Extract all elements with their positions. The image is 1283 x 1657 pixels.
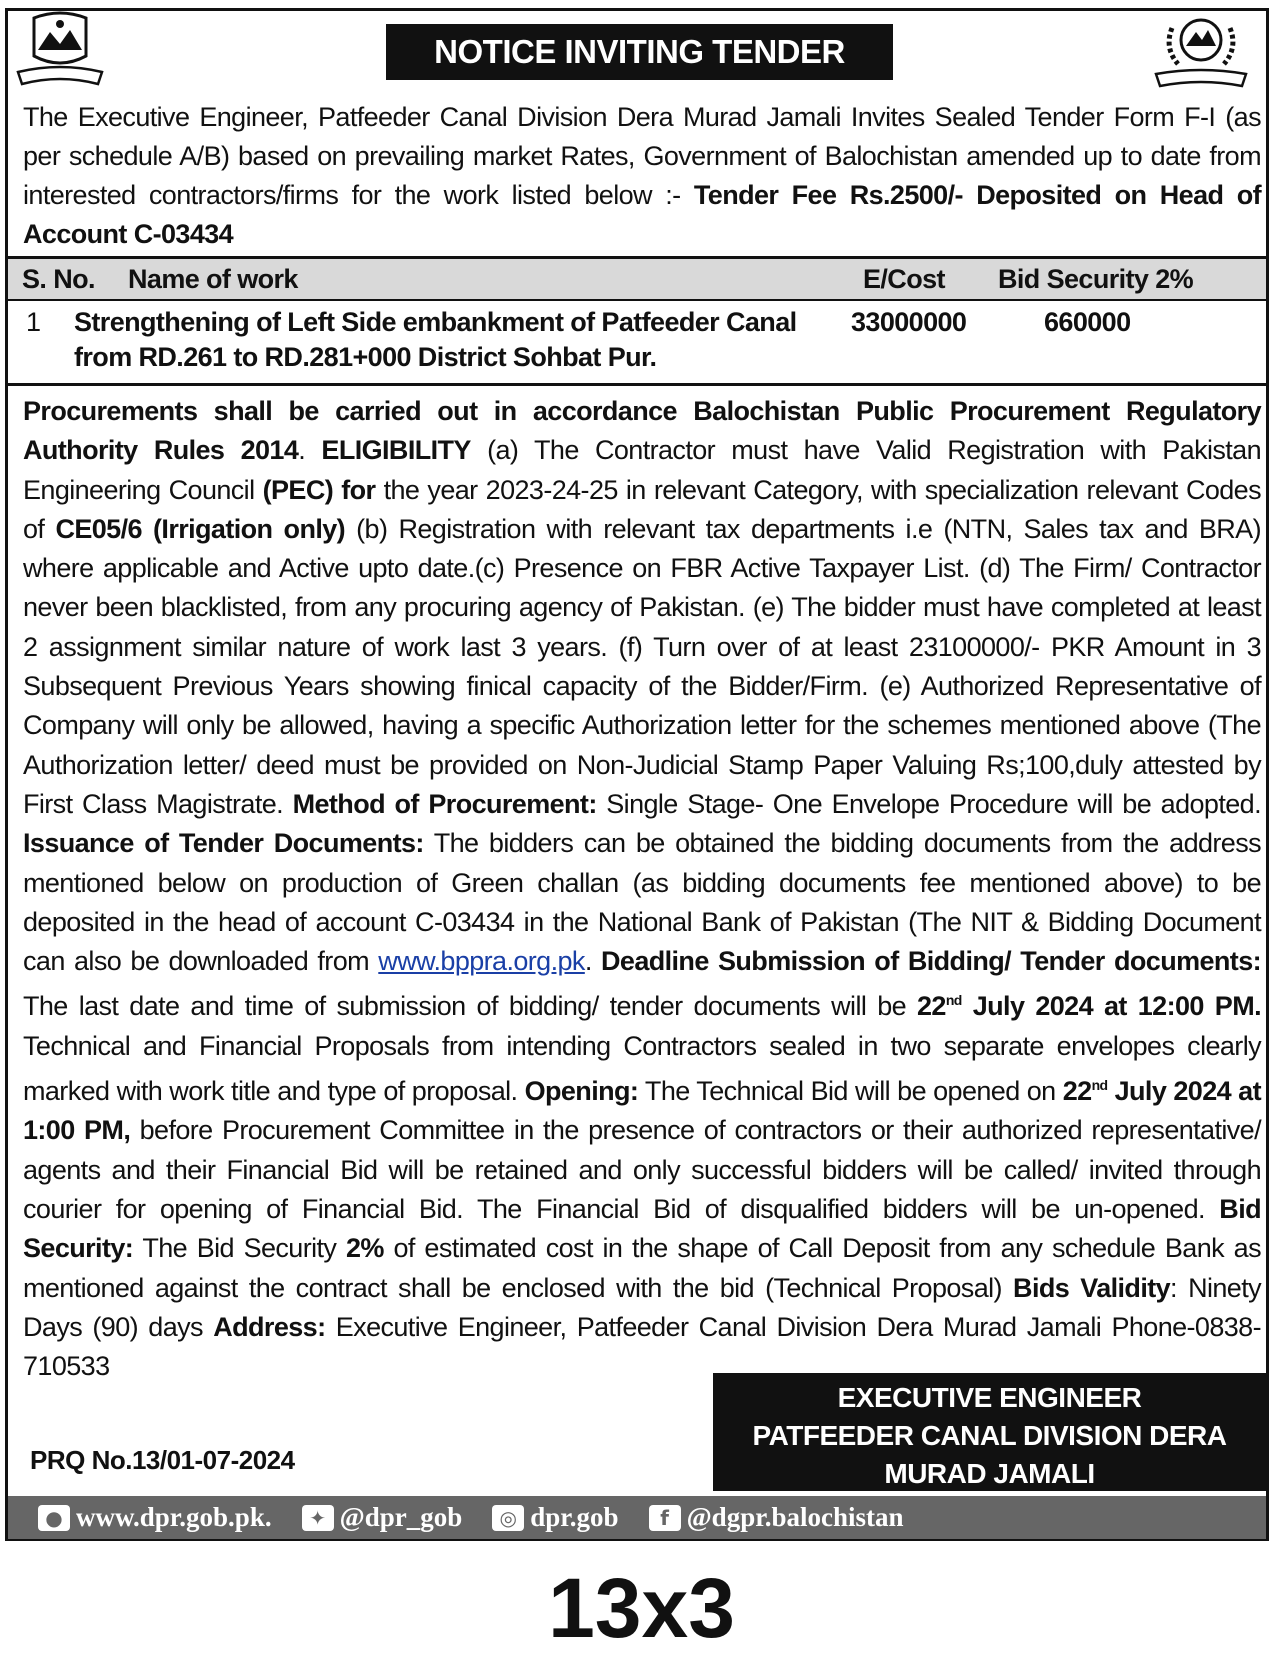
pec-text: (PEC) for [262, 474, 376, 505]
opening-rest: July 2024 at 1:00 PM, [23, 1076, 1261, 1146]
text: The Bid Security [133, 1233, 346, 1264]
deadline-ordinal: nd [945, 992, 962, 1009]
facebook-icon: f [649, 1505, 681, 1531]
signature-line3: MURAD JAMALI [884, 1458, 1095, 1489]
header-ecost: E/Cost [863, 264, 945, 294]
footer-twitter-text: @dpr_gob [339, 1502, 463, 1532]
government-emblem-logo [14, 10, 106, 90]
globe-icon: ● [38, 1505, 70, 1531]
footer-web[interactable] [38, 1502, 272, 1533]
table-header-row [8, 256, 1266, 301]
address-text: Executive Engineer, Patfeeder Canal Division Dera Murad Jamali Phone-0838-710533 [23, 1311, 1261, 1382]
prq-number: PRQ No.13/01-07-2024 [30, 1445, 295, 1475]
footer-facebook-text: @dgpr.balochistan [686, 1502, 904, 1532]
eligibility-heading: ELIGIBILITY [321, 435, 471, 466]
text: The last date and time of submission of bidding/ tender documents will be [23, 991, 918, 1022]
signature-line1: EXECUTIVE ENGINEER [837, 1382, 1142, 1413]
bid-security-heading: Bid Security: [23, 1193, 1261, 1264]
text: (b) Registration with relevant tax departments i.e (NTN, Sales tax and BRA) where applicable and Active upto date.(c) Presence on FBR Active Taxpayer List. (d) The Firm/ Contractor never been blacklisted, from any procuring agency of Pakistan. (e) The bidder must have completed at least 2 assignment similar nature of work last 3 years. (f) Turn over of at least 23100000/- PKR Amount in 3 Subsequent Previous Years showing finical capacity of the Bidder/Firm. (e) Authorized Representative of Company will only be allowed, having a specific Authorization letter for the schemes mentioned above (The Authorization letter/ deed must be provided on Non-Judicial Stamp Paper Valuing Rs;100,duly attested by First Class Magistrate. [23, 513, 1261, 819]
opening-day: 22 [1062, 1076, 1092, 1107]
row-name-line1: Strengthening of Left Side embankment of Patfeeder Canal [74, 307, 797, 337]
text: (a) The Contractor must have Valid Registration with Pakistan Engineering Council [23, 435, 1262, 505]
tender-conditions [23, 392, 1261, 1386]
row-bid-security: 660000 [1044, 307, 1131, 337]
issuance-heading: Issuance of Tender Documents: [23, 828, 424, 859]
deadline-day: 22 [917, 991, 946, 1022]
text: the year 2023-24-25 in relevant Category, with specialization relevant Codes of [23, 474, 1261, 544]
address-heading: Address: [213, 1311, 326, 1342]
header-sno: S. No. [22, 264, 95, 294]
header-name-of-work: Name of work [128, 264, 298, 294]
footer-instagram-text: dpr.gob [530, 1502, 619, 1532]
footer-web-text: www.dpr.gob.pk. [76, 1502, 272, 1532]
deadline-rest: July 2024 at 12:00 PM. [961, 991, 1261, 1022]
text: . [298, 435, 322, 466]
bid-percent: 2% [345, 1233, 384, 1264]
notice-title: NOTICE INVITING TENDER [386, 24, 893, 80]
opening-heading: Opening: [524, 1076, 639, 1107]
footer-facebook[interactable] [649, 1502, 904, 1533]
intro-text: The Executive Engineer, Patfeeder Canal Division Dera Murad Jamali Invites Sealed Tender Form F-I (as per schedule A/B) based on prevailing market Rates, Government of Balochistan amended up to date from interested contractors/firms for the work listed below :- [23, 102, 1261, 210]
text: Technical and Financial Proposals from intending Contractors sealed in two separate envelopes clearly marked with work title and type of proposal. [23, 1030, 1261, 1107]
row-ecost: 33000000 [851, 307, 967, 337]
text: The bidders can be obtained the bidding documents from the address mentioned below on production of Green challan (as bidding documents fee mentioned above) to be deposited in the head of account C-03434 in the National Bank of Pakistan (The NIT & Bidding Document can also be downloaded from [23, 828, 1262, 977]
text: before Procurement Committee in the presence of contractors or their authorized representative/ agents and their Financial Bid will be retained and only successful bidders will be called/ invited through courier for opening of Financial Bid. The Financial Bid of disqualified bidders will be un-opened. [23, 1115, 1261, 1224]
text: . [584, 946, 601, 977]
opening-ordinal: nd [1091, 1077, 1108, 1094]
method-heading: Method of Procurement: [292, 788, 597, 819]
footer-twitter[interactable] [302, 1502, 463, 1533]
deadline-heading: Deadline Submission of Bidding/ Tender documents: [601, 946, 1261, 977]
footer-instagram[interactable] [492, 1502, 618, 1533]
text: The Technical Bid will be opened on [638, 1076, 1063, 1107]
intro-paragraph [23, 98, 1261, 254]
text: : Ninety Days (90) days [23, 1272, 1261, 1342]
text: of estimated cost in the shape of Call Deposit from any schedule Bank as mentioned against the contract shall be enclosed with the bid (Technical Proposal) [23, 1233, 1261, 1303]
rules-text: Procurements shall be carried out in accordance Balochistan Public Procurement Regulatory Authority Rules 2014 [23, 396, 1261, 466]
tender-fee-text: Tender Fee Rs.2500/- Deposited on Head of Account C-03434 [23, 180, 1262, 249]
work-table [8, 256, 1266, 386]
table-row [8, 301, 1266, 386]
text: Single Stage- One Envelope Procedure will be adopted. [596, 788, 1261, 819]
ad-size-code: 13x3 [548, 1561, 735, 1655]
header-bid-security: Bid Security 2% [998, 264, 1194, 294]
bppra-link[interactable]: www.bppra.org.pk [378, 946, 585, 977]
signature-line2: PATFEEDER CANAL DIVISION DERA [752, 1420, 1227, 1451]
signature-block [713, 1373, 1266, 1491]
row-name-line2: from RD.261 to RD.281+000 District Sohbat Pur. [74, 342, 657, 372]
instagram-icon: ◎ [492, 1505, 524, 1531]
codes-text: CE05/6 (Irrigation only) [55, 513, 346, 544]
row-sno: 1 [26, 307, 41, 337]
twitter-icon: ✦ [302, 1505, 334, 1531]
deadline-date [917, 991, 1261, 1021]
balochistan-wreath-logo [1142, 8, 1260, 92]
validity-heading: Bids Validity [1013, 1272, 1171, 1303]
footer-bar [8, 1496, 1266, 1539]
